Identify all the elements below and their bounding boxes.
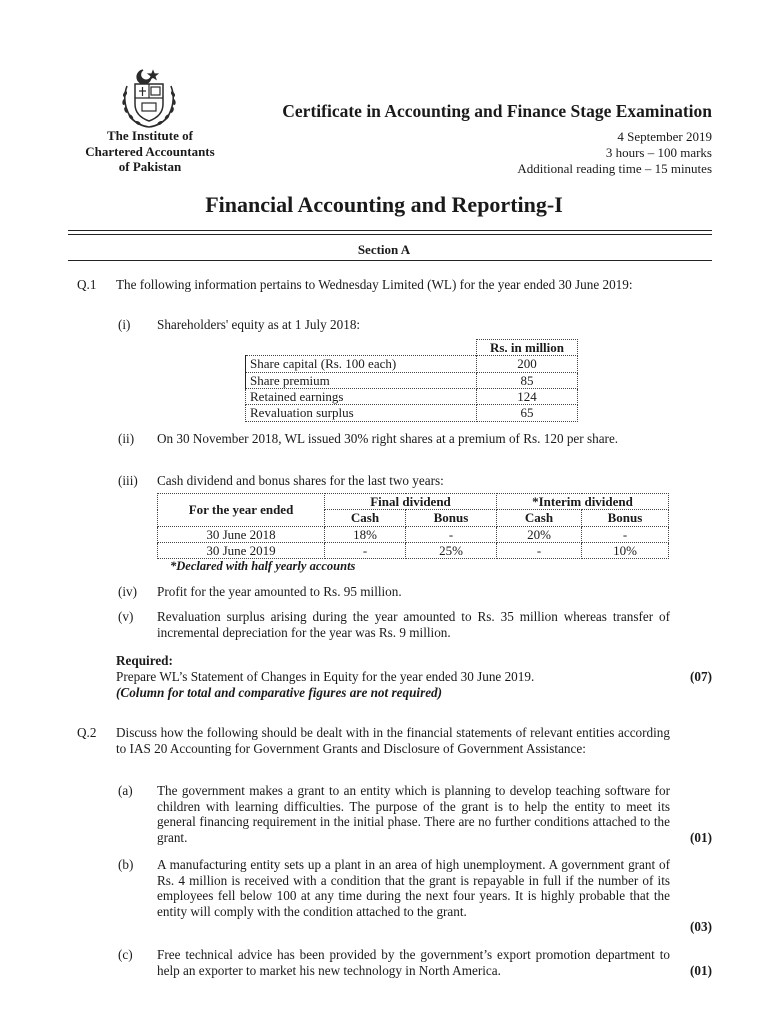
- table-cell: Share premium: [246, 372, 477, 388]
- table-cell: 10%: [582, 542, 669, 558]
- divider: [68, 230, 712, 231]
- column-header: *Interim dividend: [497, 494, 669, 510]
- item-number: (iii): [118, 473, 138, 488]
- marks: (01): [690, 830, 712, 845]
- item-number: (iv): [118, 584, 138, 599]
- institute-line-2: Chartered Accountants: [85, 143, 215, 159]
- equity-table: [245, 339, 578, 422]
- table-row: [158, 542, 669, 558]
- marks: (01): [690, 963, 712, 978]
- table-row: [246, 405, 578, 421]
- table-cell: 124: [477, 388, 578, 404]
- divider: [68, 234, 712, 235]
- table-cell: 25%: [406, 542, 497, 558]
- table-row: [246, 372, 578, 388]
- item-text: A manufacturing entity sets up a plant in an area of high unemployment. A government grant of Rs. 4 million is received with a condition that the grant is repayable in full if the number of its employees fell below 100 at any time during the next four years. It is highly probable that the entity will comply with the condition attached to the grant.: [157, 857, 670, 919]
- icap-crest-icon: [113, 64, 185, 134]
- column-header: Bonus: [582, 510, 669, 526]
- table-cell: Share capital (Rs. 100 each): [246, 356, 477, 372]
- table-cell: 85: [477, 372, 578, 388]
- item-text: On 30 November 2018, WL issued 30% right shares at a premium of Rs. 120 per share.: [157, 431, 619, 446]
- column-header: Cash: [325, 510, 406, 526]
- institute-line-3: of Pakistan: [118, 159, 182, 175]
- marks: (03): [690, 919, 712, 934]
- item-text: Cash dividend and bonus shares for the last two years:: [157, 473, 444, 488]
- item-number: (ii): [118, 431, 135, 446]
- item-number: (b): [118, 857, 134, 872]
- table-cell: -: [325, 542, 406, 558]
- table-row: [246, 388, 578, 404]
- required-text: Prepare WL’s Statement of Changes in Equity for the year ended 30 June 2019.: [116, 669, 535, 684]
- item-number: (i): [118, 317, 131, 332]
- table-row: [246, 356, 578, 372]
- item-text: Revaluation surplus arising during the year amounted to Rs. 35 million whereas transfer of incremental depreciation for the year was Rs. 9 million.: [157, 609, 670, 640]
- table-footnote: *Declared with half yearly accounts: [170, 559, 356, 573]
- item-text: Free technical advice has been provided by the government’s export promotion department to help an exporter to market his new technology in North America.: [157, 947, 670, 978]
- item-text: Shareholders' equity as at 1 July 2018:: [157, 317, 361, 332]
- table-row: [246, 340, 578, 356]
- dividend-table: [157, 493, 669, 559]
- table-cell: -: [497, 542, 582, 558]
- table-cell: Revaluation surplus: [246, 405, 477, 421]
- item-number: (a): [118, 783, 133, 798]
- exam-date: 4 September 2019: [617, 129, 712, 144]
- column-header: Cash: [497, 510, 582, 526]
- table-cell: 30 June 2018: [158, 526, 325, 542]
- item-text: The government makes a grant to an entity which is planning to develop teaching software for children with learning difficulties. The purpose of the grant is to help the entity to meet its general financing requirement in the initial phase. There are no further conditions attached to the grant.: [157, 783, 670, 845]
- item-number: (v): [118, 609, 134, 624]
- institute-name: [68, 128, 232, 175]
- required-note: (Column for total and comparative figures are not required): [116, 685, 443, 700]
- column-header: Final dividend: [325, 494, 497, 510]
- exam-title: Certificate in Accounting and Finance Stage Examination: [282, 101, 712, 121]
- exam-reading-time: Additional reading time – 15 minutes: [517, 160, 712, 176]
- table-cell: 65: [477, 405, 578, 421]
- table-cell: 18%: [325, 526, 406, 542]
- table-row: [158, 494, 669, 510]
- question-number: Q.1: [77, 277, 97, 292]
- column-header: For the year ended: [158, 494, 325, 527]
- item-number: (c): [118, 947, 133, 962]
- section-heading: Section A: [357, 242, 411, 257]
- table-cell: Retained earnings: [246, 388, 477, 404]
- question-intro: Discuss how the following should be dealt with in the financial statements of relevant entities according to IAS 20 Accounting for Government Grants and Disclosure of Government Assistance:: [116, 725, 670, 756]
- column-header: Bonus: [406, 510, 497, 526]
- table-cell: -: [406, 526, 497, 542]
- question-intro: The following information pertains to Wednesday Limited (WL) for the year ended 30 June 2019:: [116, 277, 633, 292]
- paper-title: Financial Accounting and Reporting-I: [205, 192, 563, 217]
- table-cell: 200: [477, 356, 578, 372]
- table-cell: 20%: [497, 526, 582, 542]
- marks: (07): [690, 669, 712, 684]
- table-cell: 30 June 2019: [158, 542, 325, 558]
- item-text: Profit for the year amounted to Rs. 95 million.: [157, 584, 402, 599]
- exam-meta: [440, 129, 712, 177]
- column-header: Rs. in million: [477, 340, 578, 356]
- institute-line-1: The Institute of: [107, 128, 193, 143]
- required-label: Required:: [116, 653, 173, 668]
- table-cell: -: [582, 526, 669, 542]
- exam-duration: 3 hours – 100 marks: [605, 144, 712, 160]
- divider: [68, 260, 712, 261]
- table-row: [158, 526, 669, 542]
- question-number: Q.2: [77, 725, 97, 740]
